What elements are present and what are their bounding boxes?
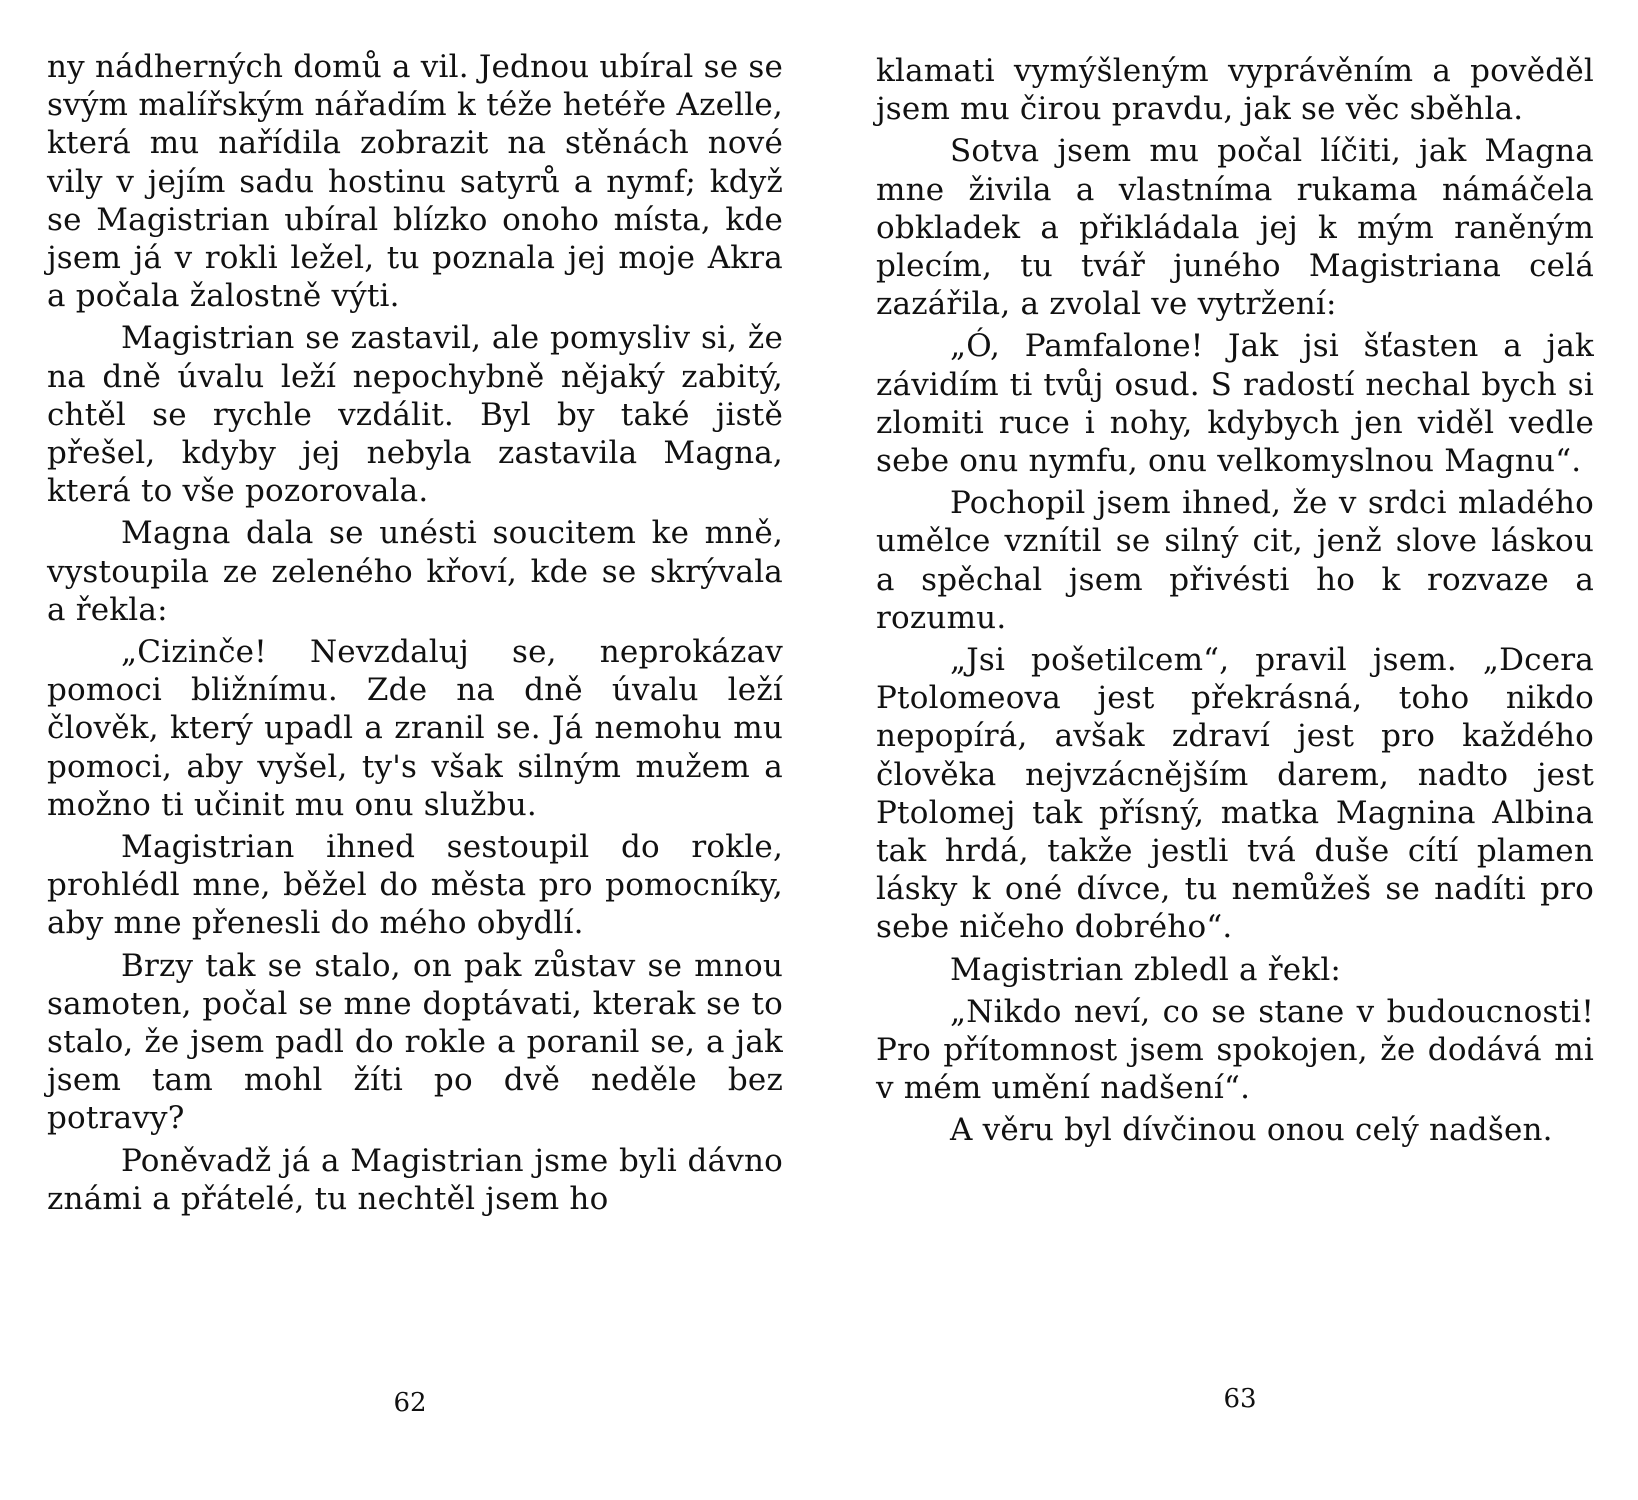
- right-page: [876, 52, 1594, 1154]
- left-paragraph-3: Magna dala se unésti soucitem ke mně, vystoupila ze zeleného křoví, kde se skrývala a řekla:: [47, 515, 783, 628]
- right-paragraph-8: A věru byl dívčinou onou celý nadšen.: [950, 1112, 1553, 1149]
- right-paragraph-5: „Jsi pošetilcem“, pravil jsem. „Dcera Ptolomeova jest překrásná, toho nikdo nepopírá, avšak zdraví jest pro každého člověka nejvzácnějším darem, nadto jest Ptolomej tak přísný, matka Magnina Albina tak hrdá, takže jestli tvá duše cítí plamen lásky k oné dívce, tu nemůžeš se nadíti pro sebe ničeho dobrého“.: [876, 642, 1594, 946]
- right-paragraph-3: „Ó, Pamfalone! Jak jsi šťasten a jak závidím ti tvůj osud. S radostí nechal bych si zlomiti ruce i nohy, kdybych jen viděl vedle sebe onu nymfu, onu velkomyslnou Magnu“.: [876, 328, 1594, 480]
- left-page-number: 62: [393, 1388, 427, 1418]
- right-paragraph-1: klamati vymýšleným vyprávěním a pověděl jsem mu čirou pravdu, jak se věc sběhla.: [876, 53, 1594, 128]
- right-paragraph-2: Sotva jsem mu počal líčiti, jak Magna mne živila a vlastníma rukama námáčela obkladek a přikládala jej k mým raněným plecím, tu tvář juného Magistriana celá zazářila, a zvolal ve vytržení:: [876, 133, 1594, 323]
- right-paragraph-7: „Nikdo neví, co se stane v budoucnosti! Pro přítomnost jsem spokojen, že dodává mi v mém umění nadšení“.: [876, 993, 1594, 1107]
- left-paragraph-7: Poněvadž já a Magistrian jsme byli dávno známi a přátelé, tu nechtěl jsem ho: [47, 1142, 783, 1217]
- left-page: [47, 48, 783, 1222]
- right-page-number: 63: [1223, 1384, 1257, 1414]
- left-paragraph-2: Magistrian se zastavil, ale pomysliv si, že na dně úvalu leží nepochybně nějaký zabitý, chtěl se rychle vzdálit. Byl by také jistě přešel, kdyby jej nebyla zastavila Magna, která to vše pozorovala.: [47, 320, 783, 510]
- left-paragraph-5: Magistrian ihned sestoupil do rokle, prohlédl mne, běžel do města pro pomocníky, aby mne přenesli do mého obydlí.: [47, 829, 783, 942]
- left-paragraph-4: „Cizinče! Nevzdaluj se, neprokázav pomoci bližnímu. Zde na dně úvalu leží člověk, který upadl a zranil se. Já nemohu mu pomoci, aby vyšel, ty's však silným mužem a možno ti učinit mu onu službu.: [47, 634, 783, 823]
- right-paragraph-6: Magistrian zbledl a řekl:: [950, 951, 1342, 988]
- right-paragraph-4: Pochopil jsem ihned, že v srdci mladého umělce vznítil se silný cit, jenž slove láskou a spěchal jsem přivésti ho k rozvaze a rozumu.: [876, 485, 1594, 636]
- left-paragraph-6: Brzy tak se stalo, on pak zůstav se mnou samoten, počal se mne doptávati, kterak se to stalo, že jsem padl do rokle a poranil se, a jak jsem tam mohl žíti po dvě neděle bez potravy?: [47, 947, 783, 1137]
- left-paragraph-1: ny nádherných domů a vil. Jednou ubíral se se svým malířským nářadím k téže hetéře Azelle, která mu nařídila zobrazit na stěnách nové vily v jejím sadu hostinu satyrů a nymf; když se Magistrian ubíral blízko onoho místa, kde jsem já v rokli ležel, tu poznala jej moje Akra a počala žalostně výti.: [47, 49, 783, 315]
